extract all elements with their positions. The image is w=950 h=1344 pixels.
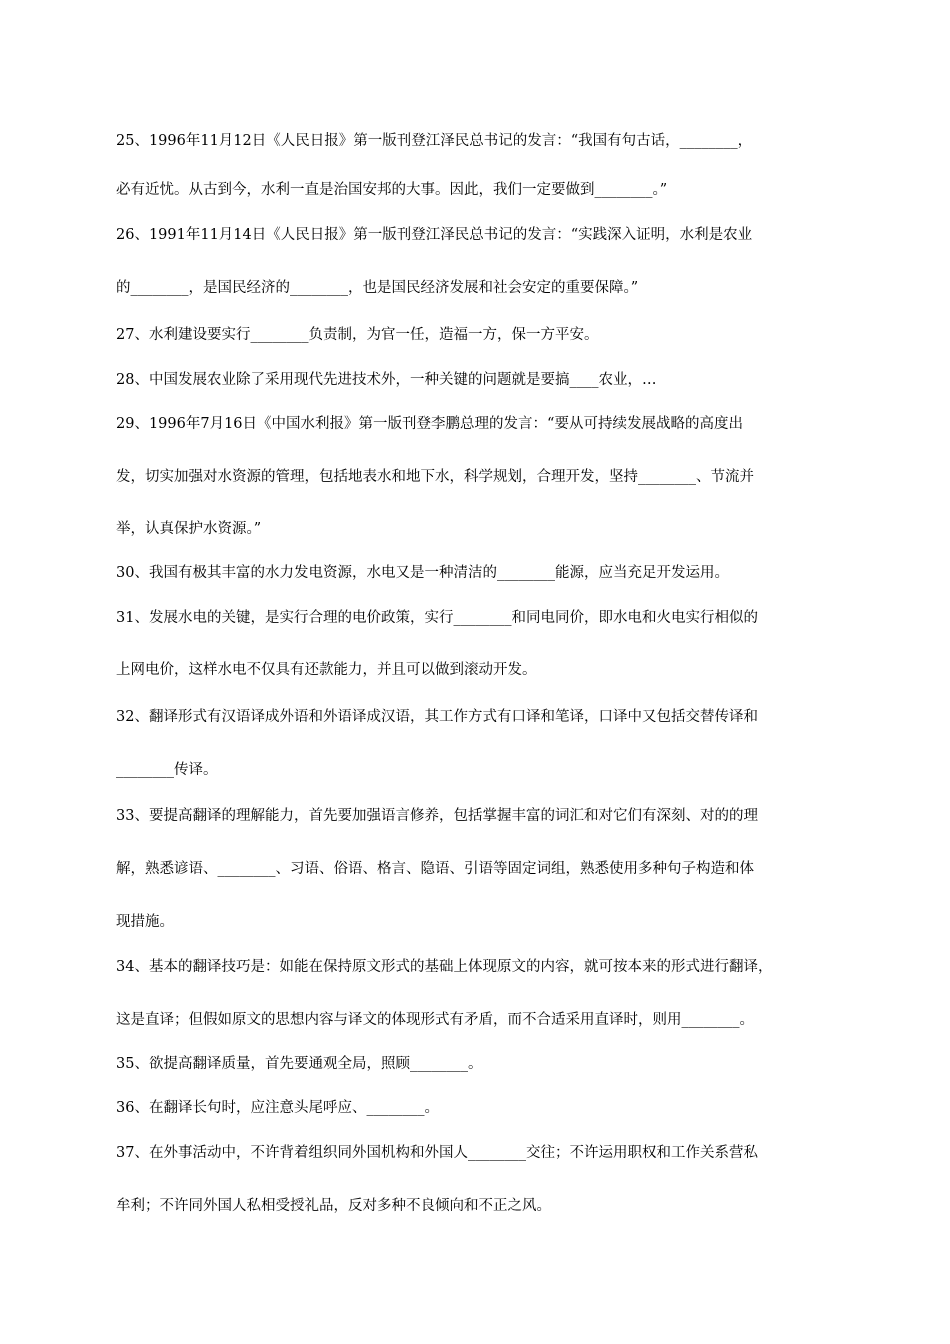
question-33-line-2: 解，熟悉谚语、________、习语、俗语、格言、隐语、引语等固定词组，熟悉使用多种句子构造和体 <box>116 861 754 877</box>
question-25-line-1: 25、1996年11月12日《人民日报》第一版刊登江泽民总书记的发言：“我国有句古话，________， <box>116 133 753 149</box>
question-31-line-1: 31、发展水电的关键，是实行合理的电价政策，实行________和同电同价，即水电和火电实行相似的 <box>116 610 758 626</box>
question-25-line-2: 必有近忧。从古到今，水利一直是治国安邦的大事。因此，我们一定要做到________。” <box>116 182 668 198</box>
question-29-line-1: 29、1996年7月16日《中国水利报》第一版刊登李鹏总理的发言：“要从可持续发展战略的高度出 <box>116 416 743 432</box>
question-28-line-1: 28、中国发展农业除了采用现代先进技术外，一种关键的问题就是要搞____农业，… <box>116 372 657 388</box>
question-34-line-2: 这是直译；但假如原文的思想内容与译文的体现形式有矛盾，而不合适采用直译时，则用________。 <box>116 1012 754 1028</box>
question-30-line-1: 30、我国有极其丰富的水力发电资源，水电又是一种清洁的________能源，应当充足开发运用。 <box>116 565 729 581</box>
question-33-line-3: 现措施。 <box>116 914 174 930</box>
question-32-line-1: 32、翻译形式有汉语译成外语和外语译成汉语，其工作方式有口译和笔译，口译中又包括交替传译和 <box>116 709 758 725</box>
question-33-line-1: 33、要提高翻译的理解能力，首先要加强语言修养，包括掌握丰富的词汇和对它们有深刻、对的的理 <box>116 808 758 824</box>
question-35-line-1: 35、欲提高翻译质量，首先要通观全局，照顾________。 <box>116 1056 483 1072</box>
question-29-line-3: 举，认真保护水资源。” <box>116 521 262 537</box>
question-26-line-2: 的________，是国民经济的________，也是国民经济发展和社会安定的重要保障。” <box>116 280 639 296</box>
question-37-line-2: 牟利；不许同外国人私相受授礼品，反对多种不良倾向和不正之风。 <box>116 1198 551 1214</box>
question-31-line-2: 上网电价，这样水电不仅具有还款能力，并且可以做到滚动开发。 <box>116 662 537 678</box>
question-36-line-1: 36、在翻译长句时，应注意头尾呼应、________。 <box>116 1100 439 1116</box>
question-34-line-1: 34、基本的翻译技巧是：如能在保持原文形式的基础上体现原文的内容，就可按本来的形式进行翻译， <box>116 959 773 975</box>
question-32-line-2: ________传译。 <box>116 762 218 778</box>
question-29-line-2: 发，切实加强对水资源的管理，包括地表水和地下水，科学规划，合理开发，坚持________、节流并 <box>116 469 754 485</box>
question-27-line-1: 27、水利建设要实行________负责制，为官一任，造福一方，保一方平安。 <box>116 327 599 343</box>
question-26-line-1: 26、1991年11月14日《人民日报》第一版刊登江泽民总书记的发言：“实践深入证明，水利是农业 <box>116 227 753 243</box>
question-37-line-1: 37、在外事活动中，不许背着组织同外国机构和外国人________交往；不许运用职权和工作关系营私 <box>116 1145 758 1161</box>
